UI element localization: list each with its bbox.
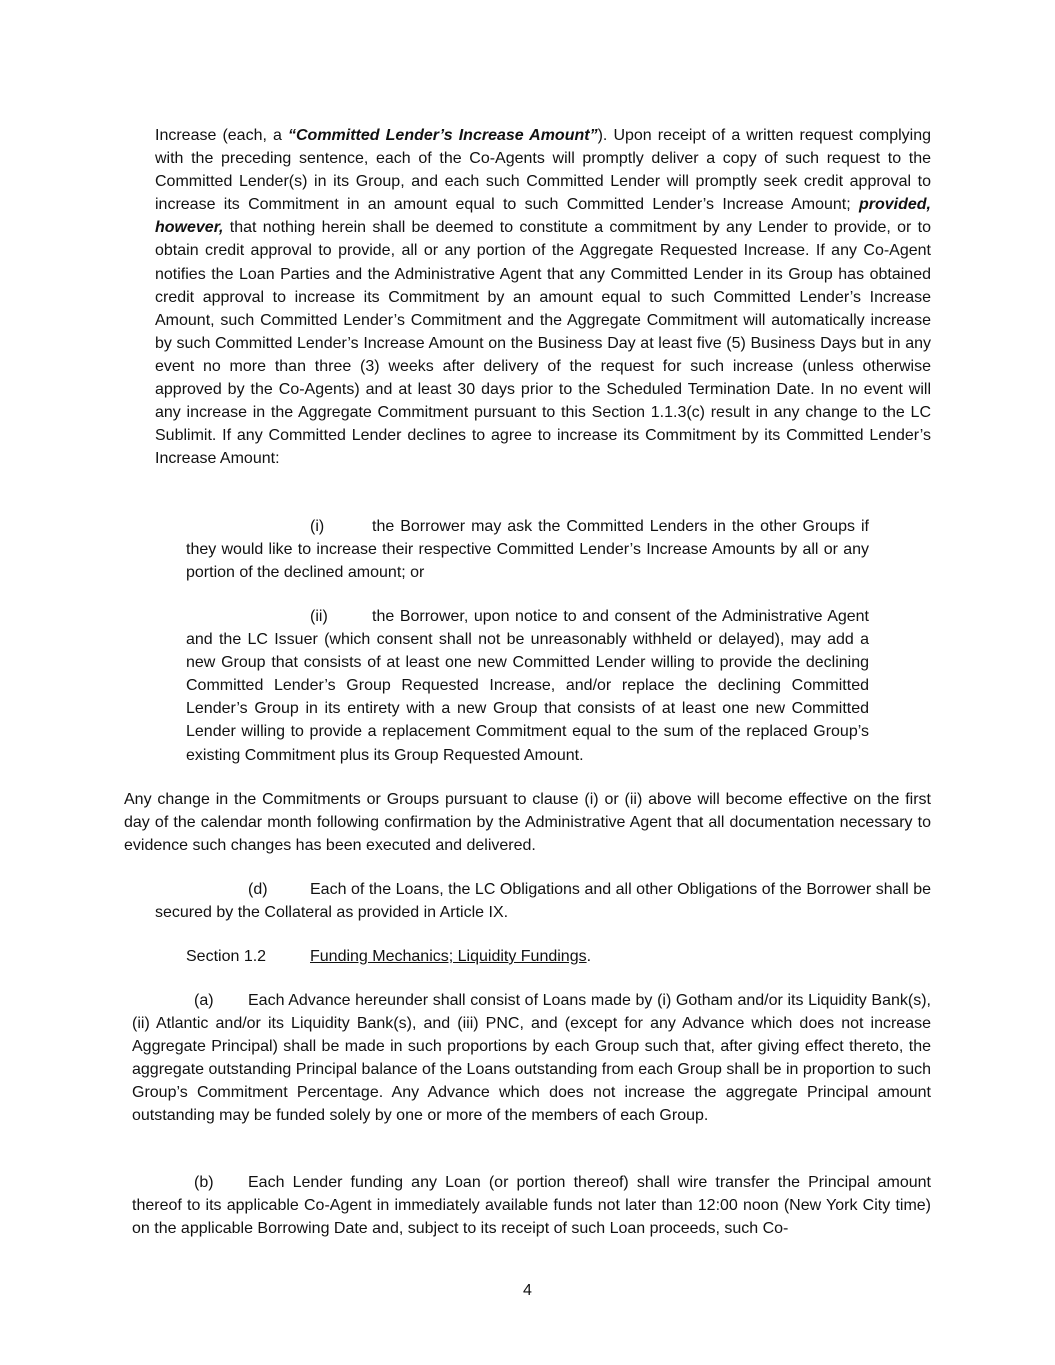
defined-term: “Committed Lender’s Increase Amount” <box>288 127 598 144</box>
clause-label: (b) <box>194 1174 214 1191</box>
clause-label: (a) <box>194 992 214 1009</box>
clause-label: (i) <box>310 518 325 535</box>
text-run: Increase (each, a <box>155 127 288 144</box>
clause-label: (ii) <box>310 608 328 625</box>
clause-b <box>132 1171 931 1240</box>
page-number: 4 <box>523 1282 532 1299</box>
clause-a <box>132 989 931 1128</box>
clause-text: Each Lender funding any Loan (or portion thereof) shall wire transfer the Principal amount thereof to its applicable Co-Agent in immediately available funds not later than 12:00 noon (New York City time) on the applicable Borrowing Date and, subject to its receipt of such Loan proceeds, such Co- <box>132 1174 931 1238</box>
proviso-phrase: provided, however, <box>155 196 931 237</box>
clause-d <box>155 878 931 924</box>
clause-text: the Borrower, upon notice to and consent of the Administrative Agent and the LC Issuer (which consent shall not be unreasonably withheld or delayed), may add a new Group that consists of at least one new Committed Lender willing to provide the declining Committed Lender’s Group Requested Increase, and/or replace the declining Committed Lender’s Group in its entirety with a new Group that consists of at least one new Committed Lender willing to provide a replacement Commitment equal to the sum of the replaced Group’s existing Commitment plus its Group Requested Amount. <box>186 608 869 764</box>
clause-text: Each Advance hereunder shall consist of Loans made by (i) Gotham and/or its Liquidity Bank(s), (ii) Atlantic and/or its Liquidity Bank(s), and (iii) PNC, and (except for any Advance which does not increase Aggregate Principal) shall be made in such proportions by each Group such that, after giving effect thereto, the aggregate outstanding Principal balance of the Loans outstanding from each Group shall be in proportion to such Group’s Commitment Percentage. Any Advance which does not increase the aggregate Principal amount outstanding may be funded solely by one or more of the members of each Group. <box>132 992 931 1125</box>
clause-label: (d) <box>248 881 268 898</box>
text-run: ). Upon receipt of a written request complying with the preceding sentence, each of the Co-Agents will promptly deliver a copy of such request to the Committed Lender(s) in its Group, and each such Committed Lender will promptly seek credit approval to increase its Commitment in an amount equal to such Committed Lender’s Increase Amount; <box>155 127 931 214</box>
clause-ii <box>186 605 869 767</box>
section-title: Funding Mechanics; Liquidity Fundings <box>310 948 587 965</box>
text-run: that nothing herein shall be deemed to constitute a commitment by any Lender to provide, or to obtain credit approval to provide, all or any portion of the Aggregate Requested Increase. If any Co-Agent notifies the Loan Parties and the Administrative Agent that any Committed Lender in its Group has obtained credit approval to increase its Commitment by an amount equal to such Committed Lender’s Increase Amount, such Committed Lender’s Commitment and the Aggregate Commitment will automatically increase by such Committed Lender’s Increase Amount on the Business Day at least five (5) Business Days but in any event no more than three (3) weeks after delivery of the request for such increase (unless otherwise approved by the Co-Agents) and at least 30 days prior to the Scheduled Termination Date. In no event will any increase in the Aggregate Commitment pursuant to this Section 1.1.3(c) result in any change to the LC Sublimit. If any Committed Lender declines to agree to increase its Commitment by its Committed Lender’s Increase Amount: <box>155 219 931 468</box>
clause-i <box>186 515 869 584</box>
clause-text: the Borrower may ask the Committed Lenders in the other Groups if they would like to increase their respective Committed Lender’s Increase Amounts by all or any portion of the declined amount; or <box>186 518 869 582</box>
paragraph-effective-change <box>124 788 931 857</box>
paragraph-increase-amount <box>155 124 931 470</box>
section-number: Section 1.2 <box>186 948 267 965</box>
clause-text: Each of the Loans, the LC Obligations and all other Obligations of the Borrower shall be secured by the Collateral as provided in Article IX. <box>155 881 931 922</box>
section-title-period: . <box>586 948 592 965</box>
section-heading <box>186 945 886 968</box>
paragraph-text: Any change in the Commitments or Groups pursuant to clause (i) or (ii) above will become effective on the first day of the calendar month following confirmation by the Administrative Agent that all documentation necessary to evidence such changes has been executed and delivered. <box>124 791 931 855</box>
